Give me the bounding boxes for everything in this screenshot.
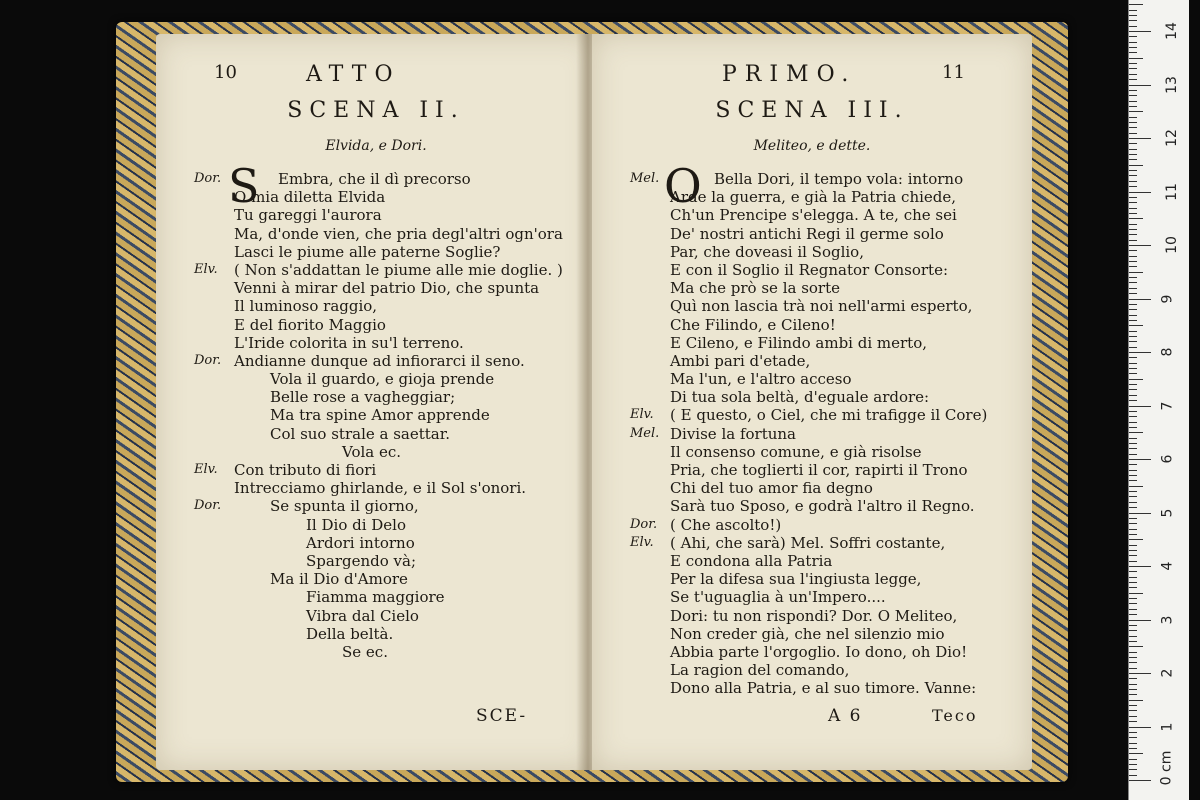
verse-line	[156, 516, 596, 534]
verse-line	[592, 406, 1032, 424]
verse-lines-left	[156, 159, 596, 661]
verse-line	[156, 497, 596, 515]
ruler-tick	[1129, 36, 1137, 37]
characters-right: Meliteo, e dette.	[753, 138, 871, 154]
ruler-tick	[1129, 58, 1143, 59]
verse-line	[156, 243, 596, 261]
verse-line	[156, 261, 596, 279]
verse-line	[592, 297, 1032, 315]
ruler-tick	[1129, 502, 1137, 503]
verse-text: Divise la fortuna	[670, 424, 796, 443]
verse-line	[592, 497, 1032, 515]
ruler-tick	[1129, 684, 1137, 685]
catchword-left: SCE-	[476, 706, 528, 726]
ruler-tick	[1129, 138, 1151, 139]
ruler-tick	[1129, 427, 1137, 428]
ruler-tick	[1129, 593, 1143, 594]
ruler-mark-label: 12	[1163, 129, 1180, 147]
verse-line	[156, 552, 596, 570]
speaker-label: Dor.	[194, 171, 222, 186]
ruler-tick	[1129, 15, 1137, 16]
verse-text: Di tua sola beltà, d'eguale ardore:	[670, 388, 930, 407]
verse-line	[156, 607, 596, 625]
verse-text: Dono alla Patria, e al suo timore. Vanne:	[670, 679, 977, 698]
ruler-tick	[1129, 486, 1143, 487]
ruler-tick	[1129, 759, 1137, 760]
ruler-tick	[1129, 550, 1137, 551]
verse-text: E del fiorito Maggio	[234, 315, 386, 334]
verse-text: Quì non lascia trà noi nell'armi esperto,	[670, 297, 973, 316]
ruler-tick	[1129, 42, 1137, 43]
ruler-tick	[1129, 459, 1151, 460]
ruler-tick	[1129, 491, 1137, 492]
ruler-tick	[1129, 63, 1137, 64]
ruler-tick	[1129, 764, 1137, 765]
verse-text: O mia diletta Elvida	[234, 188, 386, 207]
ruler-tick	[1129, 282, 1137, 283]
speaker-label: Mel.	[630, 171, 660, 186]
verse-text: Il consenso comune, e già risolse	[670, 442, 922, 461]
verse-text: ( Che ascolto!)	[670, 515, 782, 534]
ruler-tick	[1129, 710, 1137, 711]
ruler-tick	[1129, 411, 1137, 412]
verse-line	[156, 225, 596, 243]
ruler-tick	[1129, 705, 1137, 706]
ruler-tick	[1129, 95, 1137, 96]
ruler-mark-label: 6	[1159, 454, 1176, 464]
verse-line	[156, 588, 596, 606]
ruler-tick	[1129, 229, 1137, 230]
ruler-tick	[1129, 347, 1137, 348]
speaker-label: Elv.	[194, 462, 218, 477]
drop-cap: S	[228, 159, 260, 213]
speaker-label: Elv.	[630, 534, 654, 550]
ruler-mark-label: 5	[1159, 508, 1176, 517]
ruler-tick	[1129, 432, 1143, 433]
ruler-tick	[1129, 603, 1137, 604]
ruler-tick	[1129, 598, 1137, 599]
ruler-tick	[1129, 10, 1137, 11]
ruler-tick	[1129, 277, 1137, 278]
ruler-tick	[1129, 52, 1137, 53]
ruler-tick	[1129, 336, 1137, 337]
ruler-tick	[1129, 272, 1143, 273]
ruler-mark-label: 10	[1163, 236, 1180, 254]
verse-text: Ma il Dio d'Amore	[270, 570, 408, 589]
verse-lines-right	[592, 159, 1032, 698]
ruler-tick	[1129, 26, 1137, 27]
left-page	[156, 34, 596, 770]
catchword-right: Teco	[932, 706, 978, 725]
verse-line	[592, 370, 1032, 388]
verse-line	[592, 607, 1032, 625]
ruler-tick	[1129, 716, 1137, 717]
ruler-tick	[1129, 732, 1137, 733]
signature-mark: A 6	[828, 706, 863, 726]
ruler-mark-label: 2	[1159, 668, 1176, 678]
verse-line	[156, 297, 596, 315]
ruler-mark-label: 1	[1159, 722, 1176, 731]
verse-line	[592, 588, 1032, 606]
verse-line	[156, 279, 596, 297]
ruler-tick	[1129, 609, 1137, 610]
verse-text: Ch'un Prencipe s'elegga. A te, che sei	[670, 206, 957, 225]
verse-text: E con il Soglio il Regnator Consorte:	[670, 260, 949, 279]
ruler-tick	[1129, 780, 1151, 781]
ruler-unit-label: 0 cm	[1158, 750, 1175, 786]
verse-line	[156, 334, 596, 352]
verse-line	[156, 625, 596, 643]
verse-line	[156, 534, 596, 552]
ruler-tick	[1129, 181, 1137, 182]
ruler-tick	[1129, 689, 1137, 690]
ruler-tick	[1129, 534, 1137, 535]
verse-text: Andianne dunque ad infiorarci il seno.	[234, 351, 525, 370]
scene-title-left: SCENA II.	[287, 98, 465, 123]
ruler-tick	[1129, 507, 1137, 508]
verse-text: Col suo strale a saettar.	[270, 424, 451, 443]
ruler-tick	[1129, 454, 1137, 455]
ruler-tick	[1129, 175, 1137, 176]
drop-cap: O	[664, 159, 702, 213]
running-head-left: ATTO	[306, 62, 401, 87]
ruler-tick	[1129, 373, 1137, 374]
ruler-tick	[1129, 85, 1151, 86]
verse-line	[592, 388, 1032, 406]
verse-text: Ma l'un, e l'altro acceso	[670, 370, 852, 389]
verse-text: Ma, d'onde vien, che pria degl'altri ogn'ora	[234, 224, 563, 243]
verse-text: Il luminoso raggio,	[234, 297, 378, 316]
verse-text: Tu gareggi l'aurora	[234, 206, 382, 225]
running-head-right: PRIMO.	[722, 62, 857, 87]
ruler-mark-label: 9	[1159, 294, 1176, 303]
ruler-tick	[1129, 678, 1137, 679]
ruler-tick	[1129, 218, 1143, 219]
ruler-tick	[1129, 352, 1151, 353]
verse-text: Pria, che toglierti il cor, rapirti il Trono	[670, 461, 968, 479]
verse-line	[592, 661, 1032, 679]
speaker-label: Elv.	[194, 261, 218, 277]
ruler-tick	[1129, 304, 1137, 305]
ruler-tick	[1129, 577, 1137, 578]
verse-text: E Cileno, e Filindo ambi di merto,	[670, 333, 927, 352]
ruler-mark-label: 4	[1159, 561, 1176, 571]
ruler-tick	[1129, 320, 1137, 321]
verse-text: Della beltà.	[306, 624, 394, 643]
ruler-tick	[1129, 470, 1137, 471]
ruler-tick	[1129, 620, 1151, 621]
ruler-tick	[1129, 261, 1137, 262]
verse-line	[156, 388, 596, 406]
verse-line	[156, 370, 596, 388]
verse-text: Par, che doveasi il Soglio,	[670, 242, 864, 261]
ruler-tick	[1129, 245, 1151, 246]
verse-text: Non creder già, che nel silenzio mio	[670, 624, 945, 643]
ruler-tick	[1129, 406, 1151, 407]
verse-text: Se t'uguaglia à un'Impero....	[670, 588, 886, 607]
verse-line	[156, 443, 596, 461]
verse-line	[592, 261, 1032, 279]
ruler-tick	[1129, 668, 1137, 669]
verse-text: Ma tra spine Amor apprende	[270, 406, 490, 425]
ruler-tick	[1129, 641, 1137, 642]
ruler-tick	[1129, 213, 1137, 214]
verse-text: Vola ec.	[342, 442, 402, 461]
ruler-tick	[1129, 325, 1143, 326]
ruler-tick	[1129, 395, 1137, 396]
verse-line	[592, 279, 1032, 297]
verse-text: ( Non s'addattan le piume alle mie doglie. )	[234, 260, 563, 279]
verse-text: E condona alla Patria	[670, 551, 833, 570]
ruler-tick	[1129, 363, 1137, 364]
page-number-right: 11	[942, 62, 965, 83]
ruler-tick	[1129, 299, 1151, 300]
ruler-tick	[1129, 625, 1137, 626]
ruler-tick	[1129, 240, 1137, 241]
ruler-tick	[1129, 561, 1137, 562]
ruler-tick	[1129, 4, 1143, 5]
ruler-tick	[1129, 566, 1151, 567]
ruler-tick	[1129, 379, 1143, 380]
verse-text: Vola il guardo, e gioja prende	[270, 370, 495, 389]
ruler-tick	[1129, 47, 1137, 48]
ruler-tick	[1129, 192, 1151, 193]
speaker-label: Dor.	[194, 498, 222, 514]
ruler-tick	[1129, 90, 1137, 91]
ruler-tick	[1129, 496, 1137, 497]
verse-text: Abbia parte l'orgoglio. Io dono, oh Dio!	[670, 642, 968, 661]
ruler-tick	[1129, 775, 1137, 776]
ruler-mark-label: 7	[1159, 401, 1176, 410]
verse-line	[592, 479, 1032, 497]
ruler-tick	[1129, 587, 1137, 588]
verse-line	[156, 406, 596, 424]
ruler-tick	[1129, 127, 1137, 128]
ruler-tick	[1129, 143, 1137, 144]
ruler-mark-label: 14	[1163, 22, 1180, 40]
ruler-tick	[1129, 614, 1137, 615]
ruler-tick	[1129, 769, 1137, 770]
verse-text: La ragion del comando,	[670, 661, 850, 680]
verse-text: Bella Dori, il tempo vola: intorno	[714, 170, 964, 188]
ruler-tick	[1129, 208, 1137, 209]
ruler-tick	[1129, 159, 1137, 160]
ruler-tick	[1129, 133, 1137, 134]
ruler-tick	[1129, 331, 1137, 332]
ruler-tick	[1129, 389, 1137, 390]
ruler-tick	[1129, 74, 1137, 75]
ruler-tick	[1129, 523, 1137, 524]
verse-text: De' nostri antichi Regi il germe solo	[670, 224, 944, 243]
ruler-tick	[1129, 657, 1137, 658]
ruler-tick	[1129, 727, 1151, 728]
verse-line	[592, 316, 1032, 334]
verse-text: Con tributo di fiori	[234, 461, 377, 479]
ruler-tick	[1129, 753, 1143, 754]
ruler-tick	[1129, 357, 1137, 358]
ruler-tick	[1129, 673, 1151, 674]
verse-line	[592, 352, 1032, 370]
ruler-tick	[1129, 464, 1137, 465]
verse-text: Fiamma maggiore	[306, 588, 445, 607]
ruler-tick	[1129, 422, 1137, 423]
ruler-tick	[1129, 315, 1137, 316]
verse-text: Per la difesa sua l'ingiusta legge,	[670, 570, 922, 589]
ruler-tick	[1129, 652, 1137, 653]
ruler-tick	[1129, 662, 1137, 663]
ruler-tick	[1129, 31, 1151, 32]
ruler-tick	[1129, 721, 1137, 722]
verse-line	[156, 188, 596, 206]
ruler-tick	[1129, 293, 1137, 294]
ruler-tick	[1129, 545, 1137, 546]
ruler-tick	[1129, 368, 1137, 369]
ruler-tick	[1129, 68, 1137, 69]
ruler-tick	[1129, 630, 1137, 631]
ruler-tick	[1129, 234, 1137, 235]
ruler-tick	[1129, 256, 1137, 257]
verse-text: Embra, che il dì precorso	[278, 170, 471, 188]
verse-line	[592, 188, 1032, 206]
ruler-tick	[1129, 438, 1137, 439]
verse-text: Che Filindo, e Cileno!	[670, 315, 836, 334]
verse-line	[592, 552, 1032, 570]
ruler-tick	[1129, 475, 1137, 476]
ruler-tick	[1129, 582, 1137, 583]
ruler-tick	[1129, 700, 1143, 701]
ruler-tick	[1129, 448, 1137, 449]
verse-text: Spargendo và;	[306, 551, 417, 570]
ruler-tick	[1129, 111, 1143, 112]
ruler-tick	[1129, 170, 1137, 171]
verse-text: Lasci le piume alle paterne Soglie?	[234, 242, 501, 261]
verse-line	[592, 243, 1032, 261]
verse-text: Ardori intorno	[306, 533, 415, 552]
verse-line	[156, 425, 596, 443]
verse-line	[592, 225, 1032, 243]
verse-text: Dori: tu non rispondi? Dor. O Meliteo,	[670, 606, 958, 625]
ruler-tick	[1129, 737, 1137, 738]
verse-line	[156, 461, 596, 479]
ruler-tick	[1129, 122, 1137, 123]
ruler-tick	[1129, 79, 1137, 80]
characters-left: Elvida, e Dori.	[325, 138, 427, 154]
verse-line	[592, 425, 1032, 443]
ruler-tick	[1129, 694, 1137, 695]
scene-title-right: SCENA III.	[715, 98, 909, 123]
verse-line	[592, 461, 1032, 479]
verse-line	[156, 206, 596, 224]
ruler-tick	[1129, 202, 1137, 203]
ruler-tick	[1129, 250, 1137, 251]
verse-line	[156, 479, 596, 497]
measurement-ruler	[1128, 0, 1189, 800]
ruler-tick	[1129, 748, 1137, 749]
ruler-tick	[1129, 266, 1137, 267]
verse-line	[592, 570, 1032, 588]
verse-line	[592, 443, 1032, 461]
verse-text: ( E questo, o Ciel, che mi trafigge il Core)	[670, 406, 988, 425]
ruler-tick	[1129, 341, 1137, 342]
ruler-mark-label: 3	[1159, 615, 1176, 624]
ruler-mark-label: 13	[1163, 75, 1180, 94]
ruler-tick	[1129, 384, 1137, 385]
ruler-tick	[1129, 154, 1137, 155]
verse-line	[156, 570, 596, 588]
page-number-left: 10	[214, 62, 237, 83]
verse-text: Chi del tuo amor fia degno	[670, 479, 873, 498]
right-page	[592, 34, 1032, 770]
verse-line	[156, 316, 596, 334]
verse-text: Il Dio di Delo	[306, 515, 407, 534]
ruler-tick	[1129, 539, 1143, 540]
ruler-tick	[1129, 416, 1137, 417]
ruler-tick	[1129, 571, 1137, 572]
ruler-tick	[1129, 513, 1151, 514]
ruler-tick	[1129, 101, 1137, 102]
speaker-label: Elv.	[630, 407, 654, 423]
ruler-tick	[1129, 400, 1137, 401]
speaker-label: Dor.	[630, 516, 658, 532]
ruler-tick	[1129, 443, 1137, 444]
ruler-tick	[1129, 646, 1143, 647]
verse-line	[156, 352, 596, 370]
verse-line	[592, 534, 1032, 552]
verse-line	[592, 625, 1032, 643]
verse-text: L'Iride colorita in su'l terreno.	[234, 333, 464, 352]
speaker-label: Mel.	[630, 425, 660, 441]
verse-line	[592, 334, 1032, 352]
ruler-tick	[1129, 555, 1137, 556]
ruler-tick	[1129, 288, 1137, 289]
ruler-tick	[1129, 518, 1137, 519]
verse-text: Belle rose a vagheggiar;	[270, 388, 456, 407]
ruler-tick	[1129, 529, 1137, 530]
ruler-tick	[1129, 106, 1137, 107]
ruler-tick	[1129, 224, 1137, 225]
verse-line	[592, 206, 1032, 224]
ruler-tick	[1129, 743, 1137, 744]
ruler-tick	[1129, 636, 1137, 637]
ruler-tick	[1129, 20, 1137, 21]
verse-text: ( Ahi, che sarà) Mel. Soffri costante,	[670, 533, 946, 552]
speaker-label: Dor.	[194, 352, 222, 368]
ruler-tick	[1129, 149, 1137, 150]
verse-text: Ambi pari d'etade,	[670, 351, 811, 370]
ruler-tick	[1129, 480, 1137, 481]
verse-text: Se ec.	[342, 642, 388, 661]
verse-text: Venni à mirar del patrio Dio, che spunta	[234, 279, 540, 298]
ruler-tick	[1129, 186, 1137, 187]
verse-text: Intrecciamo ghirlande, e il Sol s'onori.	[234, 479, 527, 498]
verse-text: Arde la guerra, e già la Patria chiede,	[670, 188, 957, 207]
verse-text: Ma che prò se la sorte	[670, 279, 841, 298]
ruler-tick	[1129, 165, 1143, 166]
ruler-mark-label: 11	[1163, 182, 1180, 201]
verse-line	[156, 643, 596, 661]
verse-line	[592, 679, 1032, 697]
verse-line	[592, 516, 1032, 534]
ruler-tick	[1129, 197, 1137, 198]
verse-line	[592, 643, 1032, 661]
ruler-tick	[1129, 117, 1137, 118]
ruler-tick	[1129, 309, 1137, 310]
verse-text: Se spunta il giorno,	[270, 497, 419, 516]
verse-text: Vibra dal Cielo	[306, 606, 419, 625]
ruler-mark-label: 8	[1159, 347, 1176, 357]
verse-text: Sarà tuo Sposo, e godrà l'altro il Regno.	[670, 497, 975, 516]
